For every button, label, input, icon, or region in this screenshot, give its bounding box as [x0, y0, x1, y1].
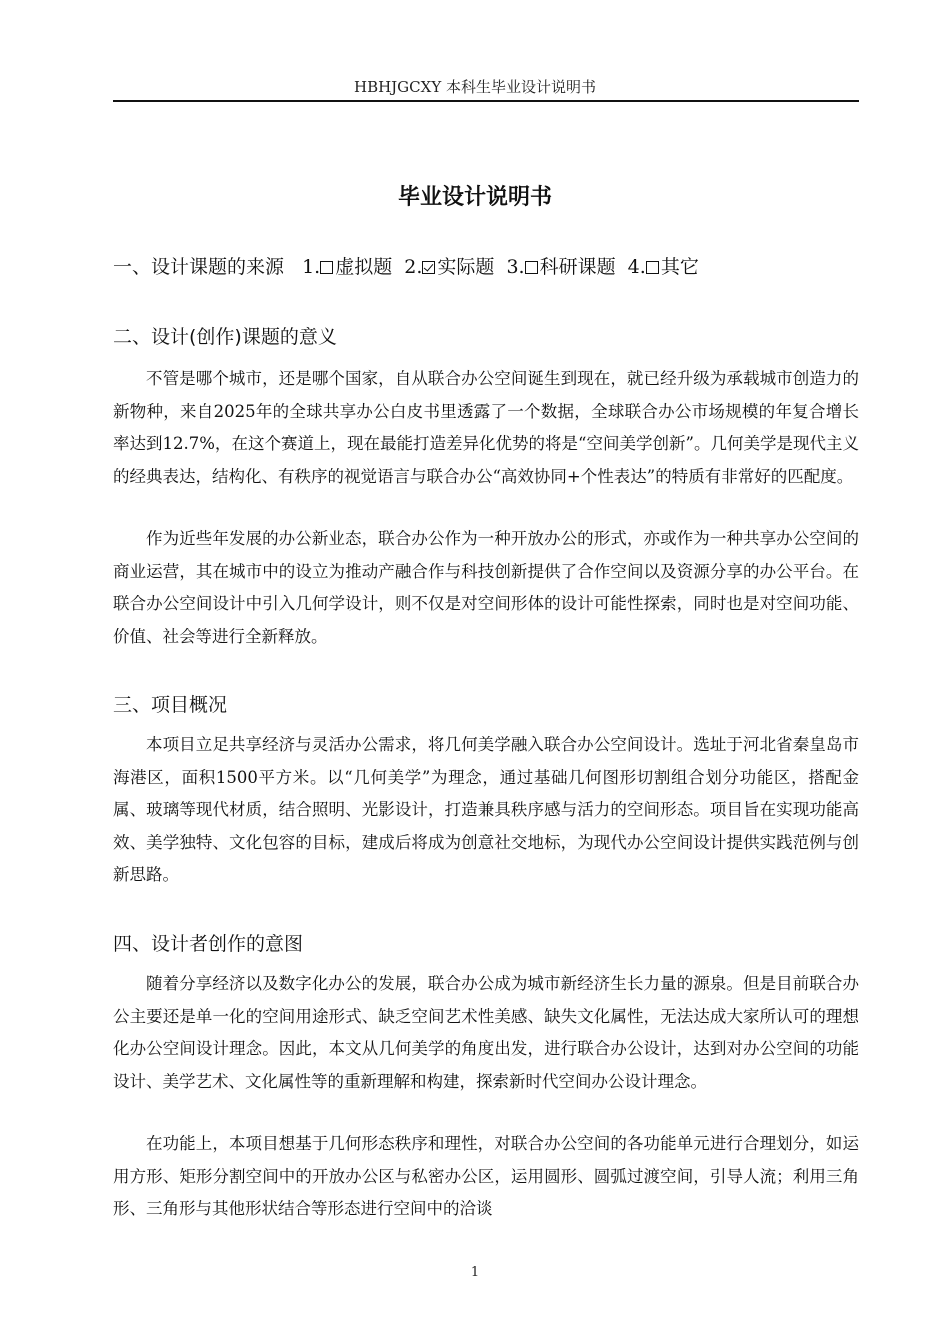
section-intent-heading: 四、设计者创作的意图 — [113, 933, 304, 955]
option-number: 1. — [302, 256, 321, 278]
header-divider — [113, 100, 859, 102]
paragraph: 本项目立足共享经济与灵活办公需求，将几何美学融入联合办公空间设计。选址于河北省秦皇岛市海港区，面积1500平方米。以“几何美学”为理念，通过基础几何图形切割组合划分功能区，搭配金属、玻璃等现代材质，结合照明、光影设计，打造兼具秩序感与活力的空间形态。项目旨在实现功能高效、美学独特、文化包容的目标，建成后将成为创意社交地标，为现代办公空间设计提供实践范例与创新思路。 — [113, 735, 859, 884]
section-source-label: 一、设计课题的来源 — [113, 256, 285, 278]
paragraph: 随着分享经济以及数字化办公的发展，联合办公成为城市新经济生长力量的源泉。但是目前联合办公主要还是单一化的空间用途形式、缺乏空间艺术性美感、缺失文化属性，无法达成大家所认可的理想化办公空间设计理念。因此，本文从几何美学的角度出发，进行联合办公设计，达到对办公空间的功能设计、美学艺术、文化属性等的重新理解和构建，探索新时代空间办公设计理念。 — [113, 974, 859, 1091]
checkbox-icon[interactable] — [646, 261, 659, 274]
option-label: 其它 — [660, 256, 699, 278]
section-source-heading — [113, 252, 699, 279]
running-header: HBHJGCXY 本科生毕业设计说明书 — [353, 78, 596, 96]
source-option-virtual[interactable] — [302, 256, 392, 278]
option-number: 4. — [627, 256, 646, 278]
source-options — [296, 256, 699, 278]
source-option-actual[interactable] — [404, 256, 494, 278]
paragraph: 不管是哪个城市，还是哪个国家，自从联合办公空间诞生到现在，就已经升级为承载城市创造力的新物种，来自2025年的全球共享办公白皮书里透露了一个数据，全球联合办公市场规模的年复合增长率达到12.7%，在这个赛道上，现在最能打造差异化优势的将是“空间美学创新”。几何美学是现代主义的经典表达，结构化、有秩序的视觉语言与联合办公“高效协同+个性表达”的特质有非常好的匹配度。 — [113, 369, 859, 486]
section-overview-heading: 三、项目概况 — [113, 694, 228, 716]
option-label: 科研课题 — [539, 256, 616, 278]
source-option-research[interactable] — [506, 256, 615, 278]
paragraph: 作为近些年发展的办公新业态，联合办公作为一种开放办公的形式，亦或作为一种共享办公空间的商业运营，其在城市中的设立为推动产融合作与科技创新提供了合作空间以及资源分享的办公平台。在联合办公空间设计中引入几何学设计，则不仅是对空间形体的设计可能性探索，同时也是对空间功能、价值、社会等进行全新释放。 — [113, 529, 859, 646]
document-title: 毕业设计说明书 — [397, 185, 552, 210]
option-label: 虚拟题 — [335, 256, 393, 278]
option-number: 2. — [404, 256, 423, 278]
checkbox-icon[interactable] — [320, 261, 333, 274]
checkbox-icon[interactable] — [525, 261, 538, 274]
checked-checkbox-icon[interactable] — [422, 261, 435, 274]
source-option-other[interactable] — [628, 256, 699, 278]
page-number: 1 — [470, 1265, 480, 1280]
option-label: 实际题 — [437, 256, 495, 278]
option-number: 3. — [506, 256, 525, 278]
section-significance-heading: 二、设计(创作)课题的意义 — [113, 326, 337, 348]
paragraph: 在功能上，本项目想基于几何形态秩序和理性，对联合办公空间的各功能单元进行合理划分，如运用方形、矩形分割空间中的开放办公区与私密办公区，运用圆形、圆弧过渡空间，引导人流；利用三角形、三角形与其他形状结合等形态进行空间中的洽谈 — [113, 1134, 859, 1218]
